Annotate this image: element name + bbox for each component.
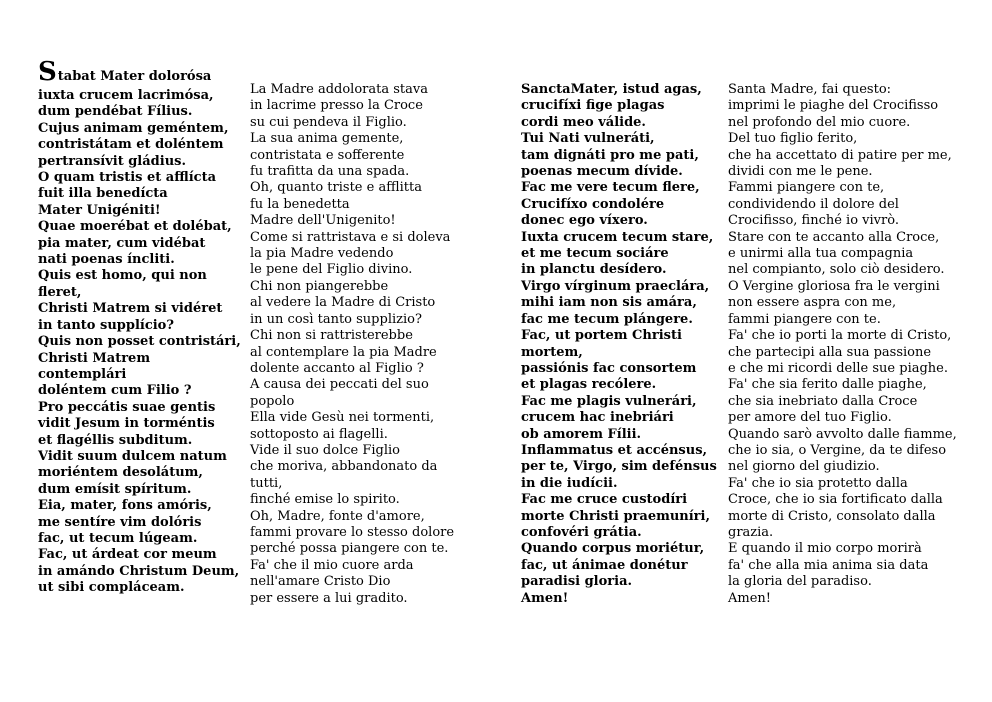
verse-line: SanctaMater, istud agas, xyxy=(521,82,702,97)
verse-line: moriéntem desolátum, xyxy=(38,465,203,481)
verse-line: Quis non posset contristári, xyxy=(38,334,241,350)
verse-line: doléntem cum Filio ? xyxy=(38,383,192,399)
verse-line: al vedere la Madre di Cristo xyxy=(250,295,436,311)
verse-line: per amore del tuo Figlio. xyxy=(728,410,892,426)
verse-line: su cui pendeva il Figlio. xyxy=(250,114,407,130)
verse-line: Crucifíxo condolére xyxy=(521,196,665,212)
verse-line: fammi piangere con te. xyxy=(728,311,881,327)
verse-line: E quando il mio corpo morirà xyxy=(728,541,922,557)
verse-line: fuit illa benedícta xyxy=(38,186,168,202)
verse-line: per essere a lui gradito. xyxy=(250,590,408,606)
verse-line: donec ego víxero. xyxy=(521,213,648,229)
verse-line: Christi Matrem si vidéret xyxy=(38,301,223,317)
verse-line: condividendo il dolore del xyxy=(728,196,899,212)
verse-line: Fa' che il mio cuore arda xyxy=(250,557,414,573)
latin-first-line-text: tabat Mater dolorósa xyxy=(57,69,212,84)
verse-line: grazia. xyxy=(728,524,774,540)
verse-line: popolo xyxy=(250,393,295,409)
verse-line: la gloria del paradiso. xyxy=(728,574,872,590)
verse-line: Quando corpus moriétur, xyxy=(521,541,705,557)
verse-line: in planctu desídero. xyxy=(521,262,667,278)
verse-line: Oh, Madre, fonte d'amore, xyxy=(250,508,425,524)
verse-line: mortem, xyxy=(521,344,583,360)
verse-line: et me tecum sociáre xyxy=(521,246,669,262)
verse-line: dolente accanto al Figlio ? xyxy=(250,360,424,376)
verse-line: fac, ut ánimae donétur xyxy=(521,557,688,573)
verse-line: Pro peccátis suae gentis xyxy=(38,399,216,415)
verse-line: Come si rattristava e si doleva xyxy=(250,229,451,245)
verse-line: confovéri grátia. xyxy=(521,524,642,540)
verse-line: in die iudícii. xyxy=(521,475,618,491)
verse-line: che sia inebriato dalla Croce xyxy=(728,393,918,409)
verse-line: Amen! xyxy=(728,590,772,606)
left-italian-column xyxy=(250,82,454,607)
verse-line: che moriva, abbandonato da xyxy=(250,459,438,475)
verse-line: iuxta crucem lacrimósa, xyxy=(38,88,214,103)
verse-line: Mater Unigéniti! xyxy=(38,202,161,218)
verse-line: contemplári xyxy=(38,366,127,382)
verse-line: Cujus animam geméntem, xyxy=(38,120,229,136)
verse-line: perché possa piangere con te. xyxy=(250,541,449,557)
verse-line: nell'amare Cristo Dio xyxy=(250,574,391,590)
verse-line: nel compianto, solo ciò desidero. xyxy=(728,262,945,278)
verse-line: tam dignáti pro me pati, xyxy=(521,147,699,163)
verse-line: contristata e sofferente xyxy=(250,147,405,163)
verse-line: fa' che alla mia anima sia data xyxy=(728,557,929,573)
verse-line: Virgo vírginum praeclára, xyxy=(521,278,710,294)
verse-line: la pia Madre vedendo xyxy=(250,246,394,262)
verse-line: Quis est homo, qui non xyxy=(38,268,207,284)
verse-line: Santa Madre, fai questo: xyxy=(728,82,892,97)
verse-line: in tanto supplício? xyxy=(38,317,174,333)
verse-line: che partecipi alla sua passione xyxy=(728,344,932,360)
verse-line: et plagas recólere. xyxy=(521,377,657,393)
verse-line: crucifíxi fige plagas xyxy=(521,98,665,114)
right-latin-column xyxy=(521,82,717,607)
verse-line: Christi Matrem xyxy=(38,350,151,366)
verse-line: Fa' che sia ferito dalle piaghe, xyxy=(728,377,927,393)
verse-line: Fammi piangere con te, xyxy=(728,180,885,196)
verse-line: nel profondo del mio cuore. xyxy=(728,114,911,130)
verse-line: Fa' che io porti la morte di Cristo, xyxy=(728,328,952,344)
latin-first-line xyxy=(38,57,241,88)
verse-line: pertransívit gládius. xyxy=(38,153,186,169)
verse-line: in lacrime presso la Croce xyxy=(250,98,423,114)
verse-line: O Vergine gloriosa fra le vergini xyxy=(728,278,940,294)
left-latin-column xyxy=(38,57,241,597)
verse-line: fu la benedetta xyxy=(250,196,350,212)
verse-line: passiónis fac consortem xyxy=(521,360,697,376)
verse-line: Ella vide Gesù nei tormenti, xyxy=(250,410,435,426)
verse-line: Fac, ut árdeat cor meum xyxy=(38,547,217,563)
verse-line: morte di Cristo, consolato dalla xyxy=(728,508,936,524)
verse-line: Vidit suum dulcem natum xyxy=(38,448,227,464)
verse-line: Fa' che io sia protetto dalla xyxy=(728,475,908,491)
verse-line: La Madre addolorata stava xyxy=(250,82,428,97)
verse-line: nati poenas íncliti. xyxy=(38,252,175,268)
verse-line: imprimi le piaghe del Crocifisso xyxy=(728,98,939,114)
verse-line: Eia, mater, fons amóris, xyxy=(38,498,212,514)
verse-line: vidit Jesum in torméntis xyxy=(38,416,215,432)
verse-line: Madre dell'Unigenito! xyxy=(250,213,396,229)
verse-line: per te, Virgo, sim defénsus xyxy=(521,459,717,475)
verse-line: et flagéllis subditum. xyxy=(38,432,193,448)
verse-line: sottoposto ai flagelli. xyxy=(250,426,388,442)
verse-line: ut sibi compláceam. xyxy=(38,580,185,596)
dropcap: S xyxy=(38,57,57,87)
verse-line: paradisi gloria. xyxy=(521,574,633,590)
verse-line: Amen! xyxy=(521,590,569,606)
verse-line: Fac me cruce custodíri xyxy=(521,492,688,508)
verse-line: Inflammatus et accénsus, xyxy=(521,442,708,458)
verse-line: crucem hac inebriári xyxy=(521,410,674,426)
verse-line: Croce, che io sia fortificato dalla xyxy=(728,492,943,508)
verse-line: La sua anima gemente, xyxy=(250,131,404,147)
verse-line: Fac me plagis vulnerári, xyxy=(521,393,697,409)
verse-line: contristátam et doléntem xyxy=(38,137,224,153)
verse-line: ob amorem Fílii. xyxy=(521,426,642,442)
verse-line: in un così tanto supplizio? xyxy=(250,311,422,327)
verse-line: dividi con me le pene. xyxy=(728,164,873,180)
verse-line: poenas mecum dívide. xyxy=(521,164,683,180)
verse-line: fu trafitta da una spada. xyxy=(250,164,410,180)
verse-line: fammi provare lo stesso dolore xyxy=(250,524,455,540)
verse-line: e che mi ricordi delle sue piaghe. xyxy=(728,360,949,376)
verse-line: Tui Nati vulneráti, xyxy=(521,131,655,147)
verse-line: Fac, ut portem Christi xyxy=(521,328,682,344)
verse-line: dum pendébat Fílius. xyxy=(38,104,193,120)
verse-line: dum emísit spíritum. xyxy=(38,481,192,497)
verse-line: Oh, quanto triste e afflitta xyxy=(250,180,422,196)
verse-line: Quando sarò avvolto dalle fiamme, xyxy=(728,426,957,442)
verse-line: Chi non piangerebbe xyxy=(250,278,389,294)
verse-line: me sentíre vim dolóris xyxy=(38,514,202,530)
verse-line: Quae moerébat et dolébat, xyxy=(38,219,232,235)
verse-line: Iuxta crucem tecum stare, xyxy=(521,229,714,245)
verse-line: O quam tristis et afflícta xyxy=(38,170,217,186)
verse-line: Crocifisso, finché io vivrò. xyxy=(728,213,899,229)
verse-line: cordi meo válide. xyxy=(521,114,646,130)
verse-line: Vide il suo dolce Figlio xyxy=(250,442,400,458)
verse-line: che io sia, o Vergine, da te difeso xyxy=(728,442,947,458)
verse-line: tutti, xyxy=(250,475,283,491)
verse-line: finché emise lo spirito. xyxy=(250,492,400,508)
verse-line: al contemplare la pia Madre xyxy=(250,344,437,360)
verse-line: fleret, xyxy=(38,284,82,300)
verse-line: Chi non si rattristerebbe xyxy=(250,328,413,344)
verse-line: nel giorno del giudizio. xyxy=(728,459,880,475)
verse-line: in amándo Christum Deum, xyxy=(38,563,240,579)
verse-line: mihi iam non sis amára, xyxy=(521,295,697,311)
verse-line: Del tuo figlio ferito, xyxy=(728,131,858,147)
verse-line: morte Christi praemuníri, xyxy=(521,508,710,524)
verse-line: non essere aspra con me, xyxy=(728,295,897,311)
verse-line: e unirmi alla tua compagnia xyxy=(728,246,914,262)
verse-line: le pene del Figlio divino. xyxy=(250,262,413,278)
verse-line: Fac me vere tecum flere, xyxy=(521,180,700,196)
verse-line: Stare con te accanto alla Croce, xyxy=(728,229,940,245)
right-italian-column xyxy=(728,82,957,607)
verse-line: fac, ut tecum lúgeam. xyxy=(38,530,198,546)
verse-line: che ha accettato di patire per me, xyxy=(728,147,952,163)
verse-line: pia mater, cum vidébat xyxy=(38,235,206,251)
verse-line: fac me tecum plángere. xyxy=(521,311,693,327)
verse-line: A causa dei peccati del suo xyxy=(250,377,429,393)
